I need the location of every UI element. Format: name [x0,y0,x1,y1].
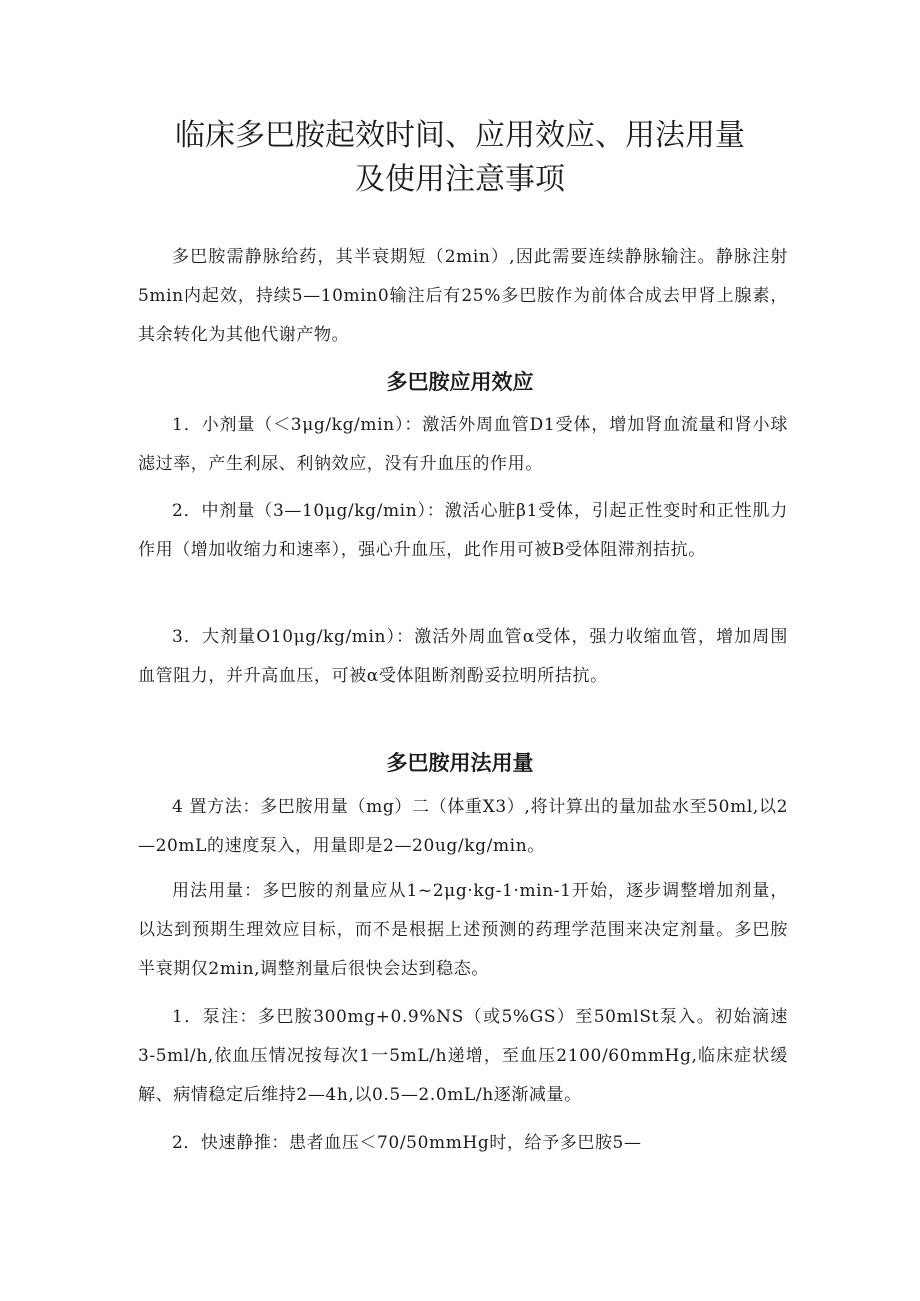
effects-paragraph-3: 3．大剂量O10μg/kg/min）：激活外周血管α受体，强力收缩血管，增加周围血管阻力，并升高血压，可被α受体阻断剂酚妥拉明所拮抗。 [138,627,788,686]
section-heading-dosage: 多巴胺用法用量 [386,751,534,775]
dosage-paragraph-4: 2．快速静推：患者血压＜70/50mmHg时，给予多巴胺5— [172,1133,642,1153]
document-title-line-1: 临床多巴胺起效时间、应用效应、用法用量 [175,118,745,153]
dosage-paragraph-3: 1．泵注：多巴胺300mg+0.9%NS（或5%GS）至50mlSt泵入。初始滴速3-5ml/h,依血压情况按每次1一5mL/h递增，至血压2100/60mmHg,临床症状缓解、病情稳定后维持2—4h,以0.5—2.0mL/h逐渐减量。 [138,1007,788,1105]
intro-paragraph: 多巴胺需静脉给药，其半衰期短（2min）,因此需要连续静脉输注。静脉注射5min内起效，持续5—10min0输注后有25%多巴胺作为前体合成去甲肾上腺素，其余转化为其他代谢产物。 [138,247,788,345]
dosage-paragraph-1: 4 置方法：多巴胺用量（mg）二（体重X3）,将计算出的量加盐水至50ml,以2—20mL的速度泵入，用量即是2—20ug/kg/min。 [138,797,788,856]
effects-paragraph-2: 2．中剂量（3—10μg/kg/min）：激活心脏β1受体，引起正性变时和正性肌力作用（增加收缩力和速率），强心升血压，此作用可被B受体阻滞剂拮抗。 [138,501,788,560]
dosage-paragraph-2: 用法用量：多巴胺的剂量应从1~2μg·kg-1·min-1开始，逐步调整增加剂量，以达到预期生理效应目标，而不是根据上述预测的药理学范围来决定剂量。多巴胺半衰期仅2min,调整剂量后很快会达到稳态。 [138,881,788,979]
document-title-line-2: 及使用注意事项 [355,162,565,197]
effects-paragraph-1: 1．小剂量（＜3μg/kg/min）：激活外周血管D1受体，增加肾血流量和肾小球滤过率，产生利尿、利钠效应，没有升血压的作用。 [138,415,788,474]
section-heading-effects: 多巴胺应用效应 [386,370,534,394]
